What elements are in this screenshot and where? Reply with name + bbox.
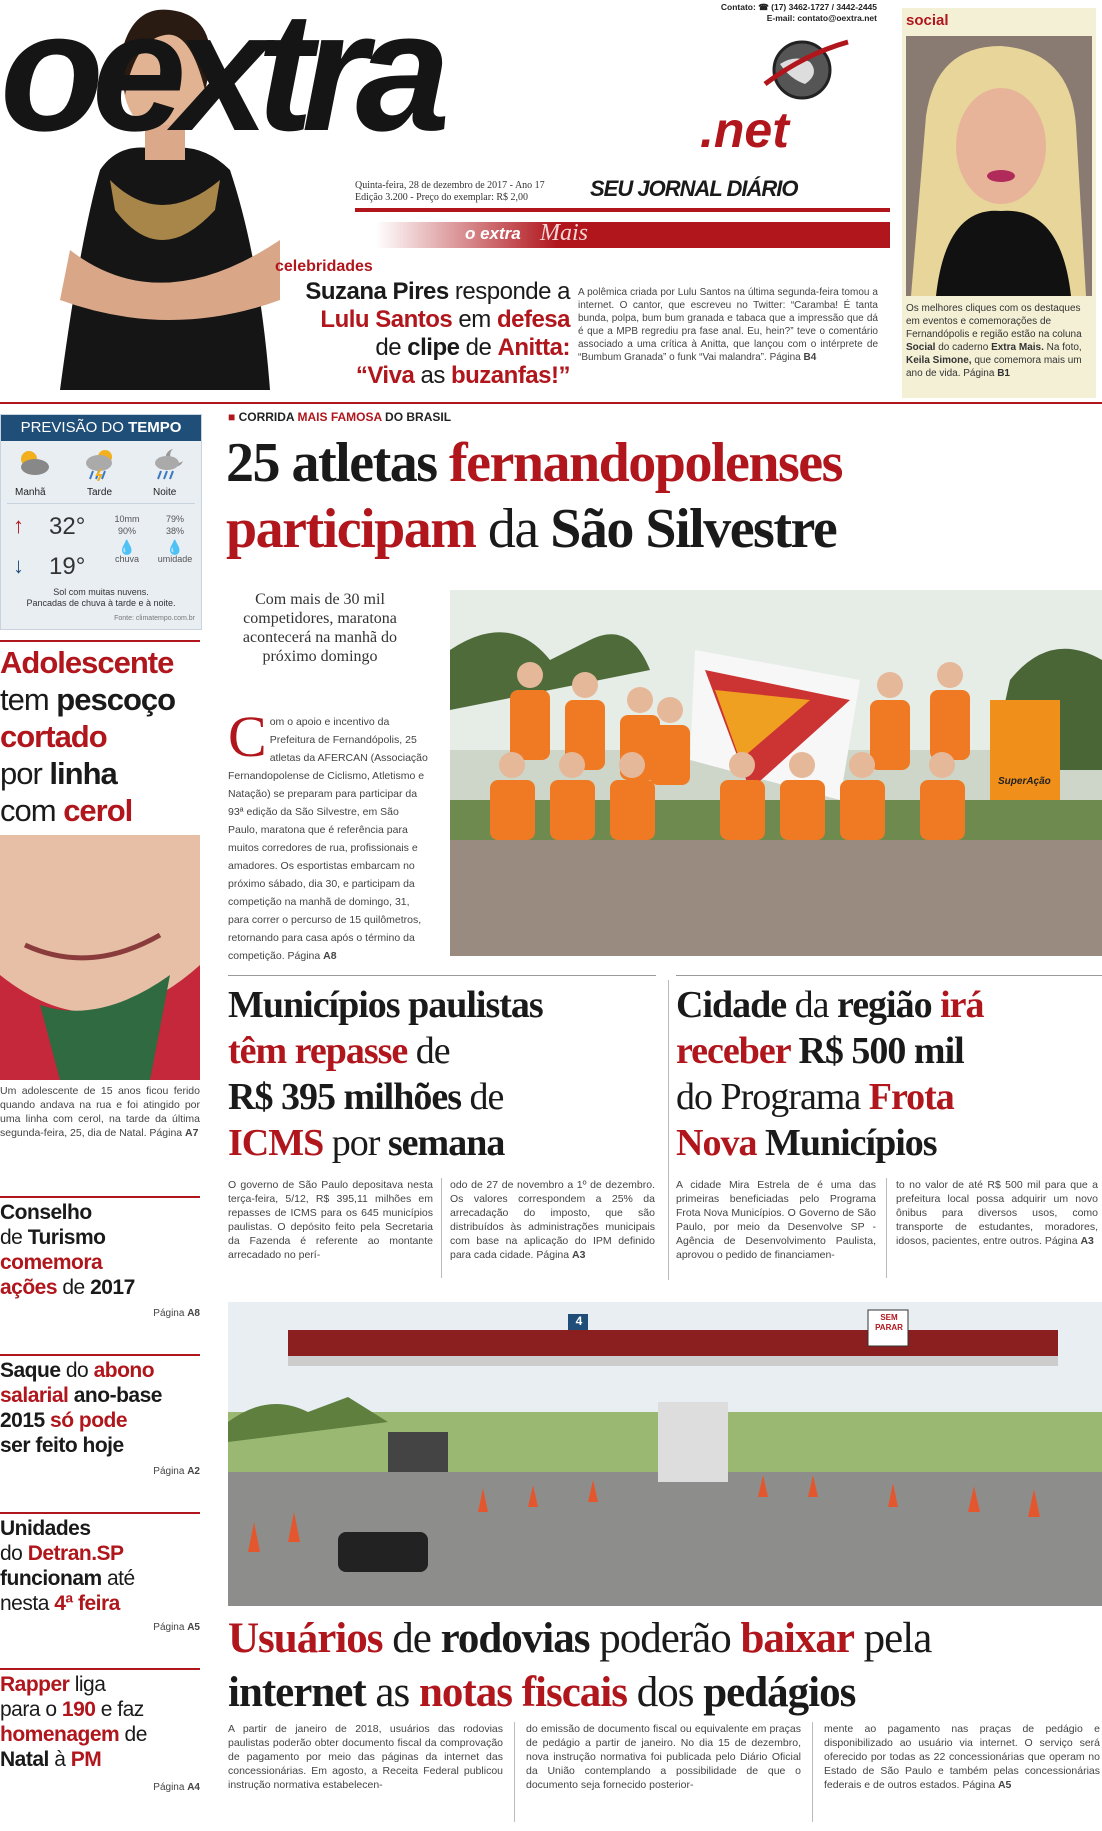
icms-headline: Municípios paulistas têm repasse de R$ 395 milhões de ICMS por semana — [228, 984, 543, 1164]
globe-icon — [760, 34, 850, 104]
frota-col-1: A cidade Mira Estrela de é uma das primeiras beneficiadas pelo Programa Frota Nova Municípios. O Governo de São Paulo, por meio da Desenvolve SP - Agência de Desenvolvimento Paulista, aprovou o pedido de financiamen- — [676, 1179, 876, 1261]
detran-headline: Unidades do Detran.SP funcionam até nesta 4ª feira — [0, 1517, 135, 1615]
contact-block: Contato: ☎ (17) 3462-1727 / 3442-2445 E-mail: contato@oextra.net — [720, 2, 877, 23]
weather-period-morning: Manhã — [15, 487, 46, 498]
teen-headline: Adolescente tem pescoço cortado por linha com cerol — [0, 645, 176, 828]
weather-summary: Sol com muitas nuvens. Pancadas de chuva à tarde e à noite. — [26, 587, 176, 608]
masthead-tagline: SEU JORNAL DIÁRIO — [590, 176, 798, 201]
weather-title: PREVISÃO DO TEMPO — [1, 415, 201, 441]
main-kicker: ■ CORRIDA MAIS FAMOSA DO BRASIL — [228, 410, 452, 424]
frota-col-divider — [886, 1178, 887, 1278]
weather-divider — [7, 503, 195, 504]
raindrop-icon: 💧 — [118, 539, 136, 555]
brief-divider — [0, 1354, 200, 1356]
main-headline: 25 atletas fernandopolenses participam da São Silvestre — [226, 432, 842, 560]
weather-rain: 10mm 90% 💧 chuva — [107, 513, 147, 565]
abono-headline: Saque do abono salarial ano-base 2015 só pode ser feito hoje — [0, 1359, 162, 1457]
temp-max: 32° — [49, 513, 86, 540]
icms-rule — [228, 975, 656, 976]
toll-col-2: do emissão de documento fiscal ou equivalente em praças de pedágio a partir de janeiro. No dia 15 de dezembro, nova instrução normativa foi publicada pelo Diário Oficial da União contemplando a possibilidade de que o documento seja fornecido posterior- — [526, 1723, 801, 1791]
icms-col-divider — [441, 1178, 442, 1278]
weather-humidity: 79% 38% 💧 umidade — [155, 513, 195, 565]
arrow-down-icon: ↓ — [13, 553, 24, 578]
teen-divider — [0, 640, 200, 642]
brief-divider — [0, 1512, 200, 1514]
main-body: C om o apoio e incentivo da Prefeitura de Fernandópolis, 25 atletas da AFERCAN (Associação Fernandopolense de Ciclismo, Atletismo e Natação) se preparam para participar da 93ª edição da São Silvestre, em São Paulo, maratona que é referência para muitos corredores de rua, profissionais e amadores. Os esportistas embarcam no próximo sábado, dia 30, e participam da competição na manhã de domingo, 31, para correr o percurso de 15 quilômetros, retornando para casa após o término da competição. Página A8 — [228, 704, 428, 962]
brief-divider — [0, 1196, 200, 1198]
lane-number-sign: 4 — [575, 1314, 583, 1328]
masthead-logo-net: .net — [700, 102, 789, 158]
partly-cloudy-icon — [13, 447, 53, 482]
icms-col-2: odo de 27 de novembro a 1º de dezembro. Os valores correspondem a 25% da arrecadação do imposto, que são distribuídos às administrações municipais com base na aplicação do IPM definido para cada cidade. Página A3 — [450, 1179, 655, 1261]
social-caption: Os melhores cliques com os destaques em eventos e comemorações de Fernandópolis e região estão na coluna Social do caderno Extra Mais. Na foto, Keila Simone, que comemora mais um ano de vida. Página B1 — [906, 303, 1082, 379]
celebs-headline: Suzana Pires responde a Lulu Santos em defesa de clipe de Anitta: “Viva as buzanfas!” — [305, 278, 570, 389]
turismo-page: Página A8 — [153, 1308, 200, 1319]
turismo-headline: Conselho de Turismo comemora ações de 2017 — [0, 1201, 135, 1299]
runners-photo — [450, 590, 1102, 956]
frota-rule — [676, 975, 1102, 976]
sem-parar-sign: SEM PARAR — [875, 1313, 903, 1332]
extra-mais-bar[interactable]: o extra Mais — [285, 222, 890, 248]
detran-page: Página A5 — [153, 1622, 200, 1633]
toll-col-divider-2 — [812, 1722, 813, 1822]
rapper-page: Página A4 — [153, 1782, 200, 1793]
masthead-rule — [355, 208, 890, 212]
night-rain-icon — [149, 447, 189, 486]
weather-period-afternoon: Tarde — [87, 487, 113, 498]
toll-col-1: A partir de janeiro de 2018, usuários das rodovias paulistas poderão obter documento fiscal da comprovação de pagamento por meio das páginas da internet das concessionárias. Em agosto, a Receita Federal publicou instrução normativa estabelecen- — [228, 1723, 503, 1791]
superacao-banner: SuperAção — [998, 776, 1051, 787]
toll-col-3: mente ao pagamento nas praças de pedágio e disponibilizado ao usuário via internet. O serviço será oferecido por todas as 22 concessionárias que operam no Estado de São Paulo e também pelas concessionárias federais e de outros estados. Página A5 — [824, 1723, 1100, 1791]
celebs-kicker: celebridades — [275, 258, 373, 275]
divider-line — [0, 402, 1102, 404]
social-box[interactable] — [902, 8, 1096, 398]
humidity-icon: 💧 — [166, 539, 184, 555]
rapper-headline: Rapper liga para o 190 e faz homenagem de Natal à PM — [0, 1673, 147, 1771]
brief-divider — [0, 1668, 200, 1670]
icms-col-1: O governo de São Paulo depositava nesta terça-feira, 5/12, R$ 395,11 milhões em repasses de ICMS para os 645 municípios paulistas. O depósito feito pela Secretaria da Fazenda é referente ao montante arrecadado no perí- — [228, 1179, 433, 1261]
main-subhead: Com mais de 30 mil competidores, maratona acontecerá na manhã do próximo domingo — [242, 591, 398, 665]
rain-thunder-icon — [81, 447, 121, 486]
social-photo — [906, 36, 1092, 296]
temp-min: 19° — [49, 553, 86, 580]
toll-plaza-photo — [228, 1302, 1102, 1606]
toll-headline: Usuários de rodovias poderão baixar pela internet as notas fiscais dos pedágios — [228, 1615, 932, 1716]
frota-headline: Cidade da região irá receber R$ 500 mil do Programa Frota Nova Municípios — [676, 984, 984, 1164]
weather-box — [0, 414, 202, 630]
section-divider — [668, 980, 669, 1280]
arrow-up-icon: ↑ — [13, 513, 24, 538]
abono-page: Página A2 — [153, 1466, 200, 1477]
teen-neck-photo — [0, 835, 200, 1080]
weather-source: Fonte: climatempo.com.br — [114, 615, 195, 622]
celebs-body: A polêmica criada por Lulu Santos na última segunda-feira tomou a internet. O cantor, que escreveu no Twitter: “Caramba! É tanta bunda, polpa, bum bum granada e tabaca que a impressão que dá é que a MPB regrediu pra fase anal. Eu, hein?” teve o comentário associado a uma crítica à Anitta, que lançou com o intérprete de “Bumbum Granada” o funk “Vai malandra”. Página B4 — [578, 287, 878, 363]
frota-col-2: to no valor de até R$ 500 mil para que a prefeitura local possa adquirir um novo ônibus para diversos usos, como transporte de estudantes, moradores, idosos, pacientes, entre outros. Página A3 — [896, 1179, 1098, 1247]
weather-period-night: Noite — [153, 487, 177, 498]
edition-info: Quinta-feira, 28 de dezembro de 2017 - Ano 17 Edição 3.200 - Preço do exemplar: R$ 2,00 — [355, 180, 545, 203]
teen-body: Um adolescente de 15 anos ficou ferido quando andava na rua e foi atingido por uma linha com cerol, na tarde da última segunda-feira, 25, dia de Natal. Página A7 — [0, 1085, 200, 1139]
masthead-logo[interactable]: oextra — [0, 0, 439, 167]
social-label: social — [906, 12, 949, 29]
toll-col-divider-1 — [514, 1722, 515, 1822]
